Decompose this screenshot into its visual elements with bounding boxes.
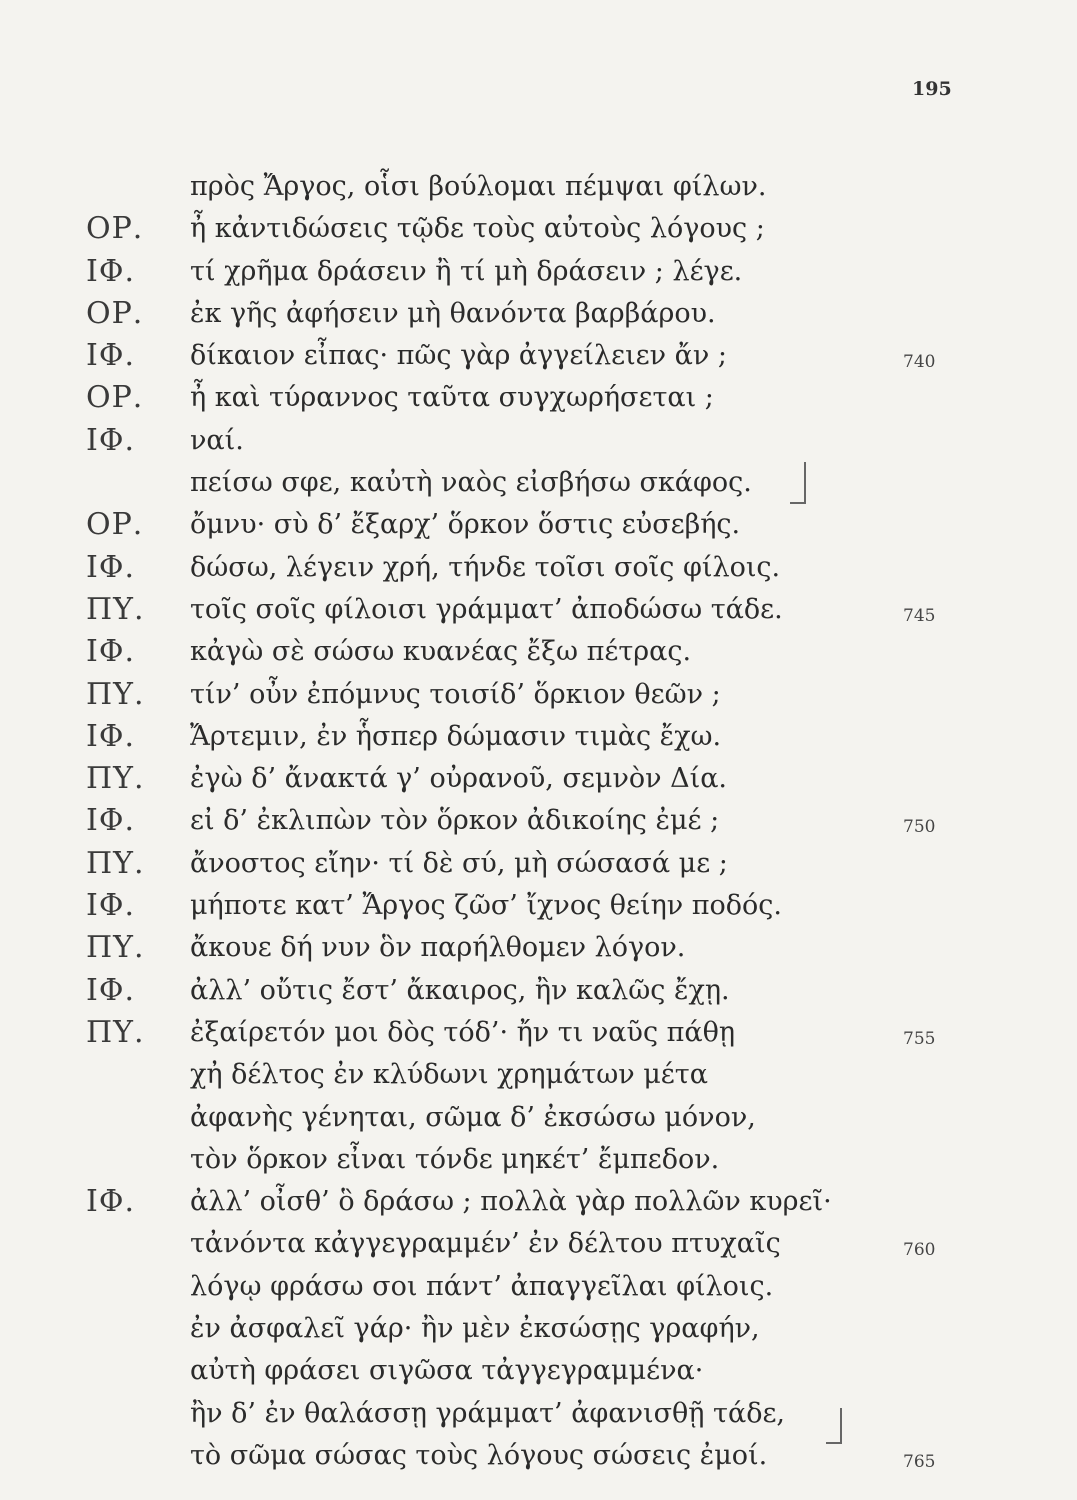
verse-line: [0, 208, 1077, 250]
verse-line: [0, 251, 1077, 293]
verse-text: ἦ καὶ τύραννος ταῦτα συγχωρήσεται ;: [190, 382, 714, 414]
speaker-label: ΟΡ.: [86, 295, 144, 331]
verse-line: [0, 885, 1077, 927]
verse-text: χἠ δέλτος ἐν κλύδωνι χρημάτων μέτα: [190, 1059, 708, 1091]
verse-line: [0, 1266, 1077, 1308]
verse-line: [0, 631, 1077, 673]
verse-text: ἄνοστος εἴην· τί δὲ σύ, μὴ σώσασά με ;: [190, 847, 728, 879]
speaker-label: ΟΡ.: [86, 380, 144, 416]
page-number: 195: [912, 78, 952, 100]
verse-text: ὄμνυ· σὺ δ’ ἔξαρχ’ ὅρκον ὅστις εὐσεβής.: [190, 509, 741, 541]
verse-line: [0, 589, 1077, 631]
speaker-label: ΙΦ.: [86, 422, 135, 458]
verse-text: δώσω, λέγειν χρή, τήνδε τοῖσι σοῖς φίλοις.: [190, 551, 781, 583]
verse-line: [0, 1308, 1077, 1350]
bracket-mark: [790, 462, 806, 504]
bracket-mark: [826, 1408, 842, 1444]
verse-line: [0, 1393, 1077, 1435]
verse-line: [0, 1350, 1077, 1392]
speaker-label: ΟΡ.: [86, 211, 144, 247]
verse-line: [0, 716, 1077, 758]
speaker-label: ΙΦ.: [86, 253, 135, 289]
verse-line: [0, 800, 1077, 842]
verse-line: [0, 1139, 1077, 1181]
speaker-label: ΙΦ.: [86, 1184, 135, 1220]
verse-line: [0, 1435, 1077, 1477]
verse-line: [0, 293, 1077, 335]
verse-line: [0, 420, 1077, 462]
speaker-label: ΙΦ.: [86, 888, 135, 924]
verse-block: [0, 166, 1077, 1477]
line-number: 745: [903, 605, 936, 626]
speaker-label: ΠΥ.: [86, 676, 145, 712]
line-number: 765: [903, 1451, 936, 1472]
verse-text: ἢν δ’ ἐν θαλάσσῃ γράμματ’ ἀφανισθῇ τάδε,: [190, 1397, 786, 1429]
verse-line: [0, 970, 1077, 1012]
speaker-label: ΙΦ.: [86, 803, 135, 839]
verse-line: [0, 504, 1077, 546]
line-number: 750: [903, 817, 936, 838]
verse-text: λόγῳ φράσω σοι πάντ’ ἀπαγγεῖλαι φίλοις.: [190, 1270, 774, 1302]
verse-text: αὐτὴ φράσει σιγῶσα τἀγγεγραμμένα·: [190, 1355, 704, 1387]
speaker-label: ΙΦ.: [86, 634, 135, 670]
verse-text: πείσω σφε, καὐτὴ ναὸς εἰσβήσω σκάφος.: [190, 467, 752, 499]
verse-text: ἐγὼ δ’ ἄνακτά γ’ οὐρανοῦ, σεμνὸν Δία.: [190, 763, 728, 795]
verse-line: [0, 1054, 1077, 1096]
verse-text: ἀφανὴς γένηται, σῶμα δ’ ἐκσώσω μόνον,: [190, 1101, 756, 1133]
speaker-label: ΠΥ.: [86, 930, 145, 966]
verse-line: [0, 1223, 1077, 1265]
verse-text: Ἄρτεμιν, ἐν ἧσπερ δώμασιν τιμὰς ἔχω.: [190, 720, 722, 752]
verse-line: [0, 547, 1077, 589]
line-number: 740: [903, 352, 936, 373]
verse-line: [0, 1012, 1077, 1054]
verse-text: τί χρῆμα δράσειν ἢ τί μὴ δράσειν ; λέγε.: [190, 255, 743, 287]
speaker-label: ΠΥ.: [86, 591, 145, 627]
verse-text: ἐξαίρετόν μοι δὸς τόδ’· ἤν τι ναῦς πάθῃ: [190, 1016, 736, 1048]
speaker-label: ΙΦ.: [86, 549, 135, 585]
verse-line: [0, 674, 1077, 716]
verse-line: [0, 927, 1077, 969]
verse-line: [0, 462, 1077, 504]
verse-text: κἀγὼ σὲ σώσω κυανέας ἔξω πέτρας.: [190, 636, 692, 668]
speaker-label: ΠΥ.: [86, 761, 145, 797]
verse-line: [0, 1181, 1077, 1223]
verse-text: ναί.: [190, 424, 244, 456]
verse-line: [0, 377, 1077, 419]
verse-text: ἐν ἀσφαλεῖ γάρ· ἢν μὲν ἐκσώσῃς γραφήν,: [190, 1313, 760, 1345]
verse-line: [0, 843, 1077, 885]
verse-text: ἐκ γῆς ἀφήσειν μὴ θανόντα βαρβάρου.: [190, 297, 716, 329]
verse-text: δίκαιον εἶπας· πῶς γὰρ ἀγγείλειεν ἄν ;: [190, 340, 727, 372]
verse-text: τὸ σῶμα σώσας τοὺς λόγους σώσεις ἐμοί.: [190, 1439, 768, 1471]
verse-text: μήποτε κατ’ Ἄργος ζῶσ’ ἴχνος θείην ποδός.: [190, 890, 783, 922]
verse-line: [0, 758, 1077, 800]
verse-text: τοῖς σοῖς φίλοισι γράμματ’ ἀποδώσω τάδε.: [190, 593, 783, 625]
speaker-label: ΙΦ.: [86, 718, 135, 754]
line-number: 755: [903, 1028, 936, 1049]
verse-text: ἀλλ’ οἶσθ’ ὃ δράσω ; πολλὰ γὰρ πολλῶν κυρεῖ·: [190, 1186, 832, 1218]
verse-text: πρὸς Ἄργος, οἷσι βούλομαι πέμψαι φίλων.: [190, 171, 767, 202]
speaker-label: ΙΦ.: [86, 338, 135, 374]
line-number: 760: [903, 1240, 936, 1261]
verse-text: ἄκουε δή νυν ὃν παρήλθομεν λόγον.: [190, 932, 686, 964]
speaker-label: ΠΥ.: [86, 845, 145, 881]
speaker-label: ΟΡ.: [86, 507, 144, 543]
verse-line: [0, 335, 1077, 377]
speaker-label: ΙΦ.: [86, 972, 135, 1008]
verse-text: τὸν ὅρκον εἶναι τόνδε μηκέτ’ ἔμπεδον.: [190, 1143, 720, 1175]
verse-line: [0, 166, 1077, 208]
verse-text: τἀνόντα κἀγγεγραμμέν’ ἐν δέλτου πτυχαῖς: [190, 1228, 781, 1260]
verse-text: εἰ δ’ ἐκλιπὼν τὸν ὅρκον ἀδικοίης ἐμέ ;: [190, 805, 720, 837]
verse-text: ἀλλ’ οὔτις ἔστ’ ἄκαιρος, ἢν καλῶς ἔχῃ.: [190, 974, 730, 1006]
verse-line: [0, 1097, 1077, 1139]
verse-text: τίν’ οὖν ἐπόμνυς τοισίδ’ ὅρκιον θεῶν ;: [190, 678, 721, 710]
verse-text: ἦ κἀντιδώσεις τῷδε τοὺς αὐτοὺς λόγους ;: [190, 213, 765, 245]
speaker-label: ΠΥ.: [86, 1014, 145, 1050]
